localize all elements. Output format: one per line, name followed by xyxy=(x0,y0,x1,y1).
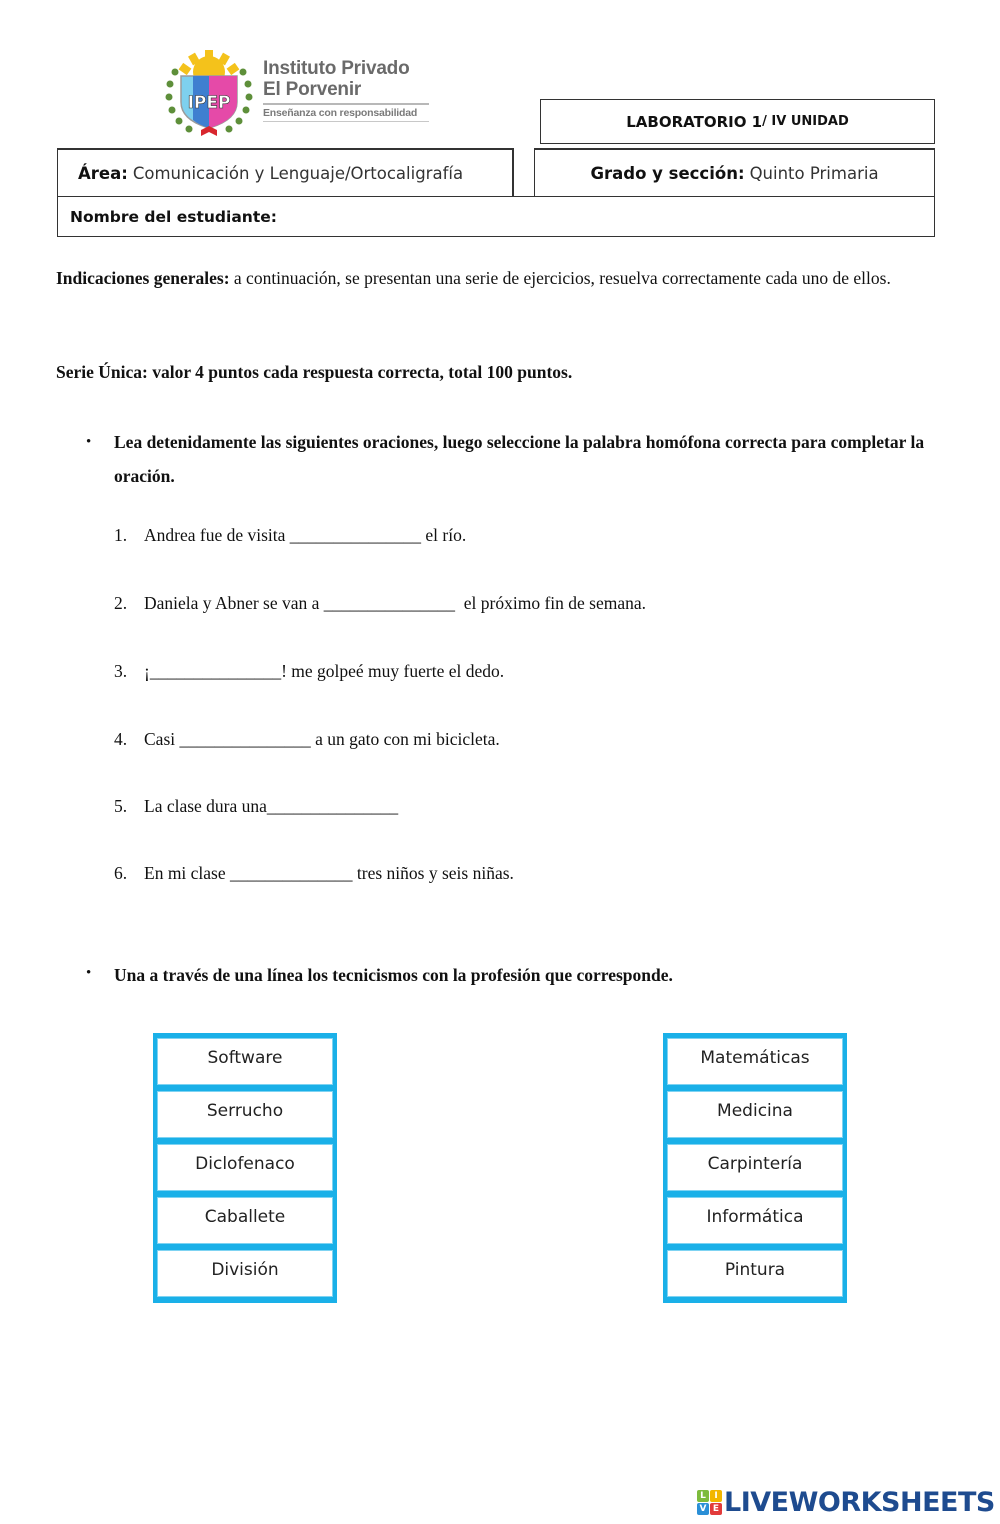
svg-text:IPEP: IPEP xyxy=(187,93,231,113)
question-2[interactable] xyxy=(114,593,646,614)
student-name-label: Nombre del estudiante: xyxy=(70,207,277,226)
question-text: Andrea fue de visita _______________ el río. xyxy=(144,525,467,545)
term-item[interactable]: Software xyxy=(157,1038,333,1085)
live-block-e: E xyxy=(710,1503,722,1515)
grado-label: Grado y sección: xyxy=(590,163,745,183)
question-1[interactable] xyxy=(114,525,466,546)
live-block-l: L xyxy=(697,1490,709,1502)
question-number: 1. xyxy=(114,525,128,545)
question-text: ¡_______________! me golpeé muy fuerte el dedo. xyxy=(144,661,505,681)
term-item[interactable]: Serrucho xyxy=(157,1091,333,1138)
school-name-line2: El Porvenir xyxy=(263,79,362,100)
question-6[interactable] xyxy=(114,863,514,884)
liveworksheets-logo[interactable] xyxy=(697,1487,995,1518)
logo-divider-bottom xyxy=(263,121,429,122)
term-item[interactable]: Caballete xyxy=(157,1197,333,1244)
live-block-v: V xyxy=(697,1503,709,1515)
live-block-i: I xyxy=(710,1490,722,1502)
question-5[interactable] xyxy=(114,796,398,817)
bullet-icon: • xyxy=(86,965,92,981)
school-logo xyxy=(163,50,433,140)
lab-title: LABORATORIO 1 xyxy=(626,112,763,131)
section2-instruction xyxy=(56,965,926,986)
area-label: Área: xyxy=(78,163,128,183)
term-item[interactable]: División xyxy=(157,1250,333,1297)
area-box xyxy=(57,148,514,197)
school-tagline: Enseñanza con responsabilidad xyxy=(263,107,418,119)
profession-item[interactable]: Carpintería xyxy=(667,1144,843,1191)
question-number: 3. xyxy=(114,661,128,681)
technical-terms-table xyxy=(153,1033,337,1303)
question-4[interactable] xyxy=(114,729,500,750)
student-name-field[interactable] xyxy=(57,196,935,237)
profession-item[interactable]: Informática xyxy=(667,1197,843,1244)
area-value: Comunicación y Lenguaje/Ortocaligrafía xyxy=(132,163,464,183)
question-text: Daniela y Abner se van a _______________ el próximo fin de semana. xyxy=(144,593,647,613)
question-text: Casi _______________ a un gato con mi bicicleta. xyxy=(144,729,500,749)
question-text: En mi clase ______________ tres niños y seis niñas. xyxy=(144,863,514,883)
question-number: 2. xyxy=(114,593,128,613)
grado-box xyxy=(534,148,935,197)
series-heading: Serie Única: valor 4 puntos cada respuesta correcta, total 100 puntos. xyxy=(56,362,573,382)
term-item[interactable]: Diclofenaco xyxy=(157,1144,333,1191)
question-text: La clase dura una_______________ xyxy=(144,796,399,816)
profession-item[interactable]: Pintura xyxy=(667,1250,843,1297)
question-3[interactable] xyxy=(114,661,504,682)
lab-title-box xyxy=(540,99,935,144)
brand-name: LIVEWORKSHEETS xyxy=(724,1487,995,1518)
lab-unit: / IV UNIDAD xyxy=(762,114,849,129)
profession-item[interactable]: Medicina xyxy=(667,1091,843,1138)
bullet-icon: • xyxy=(86,434,92,450)
school-crest-icon xyxy=(163,50,255,136)
general-instructions xyxy=(56,256,956,301)
professions-table xyxy=(663,1033,847,1303)
instructions-label: Indicaciones generales: xyxy=(56,268,230,288)
question-number: 5. xyxy=(114,796,128,816)
school-name-line1: Instituto Privado xyxy=(263,58,410,79)
instructions-text: a continuación, se presentan una serie de ejercicios, resuelva correctamente cada uno de ellos. xyxy=(229,268,891,288)
section1-instruction-text: Lea detenidamente las siguientes oraciones, luego seleccione la palabra homófona correcta para completar la oración. xyxy=(114,432,925,486)
question-number: 6. xyxy=(114,863,128,883)
logo-divider xyxy=(263,103,429,105)
grado-value: Quinto Primaria xyxy=(749,163,879,183)
question-number: 4. xyxy=(114,729,128,749)
profession-item[interactable]: Matemáticas xyxy=(667,1038,843,1085)
live-blocks-icon xyxy=(697,1490,722,1515)
section2-instruction-text: Una a través de una línea los tecnicismos con la profesión que corresponde. xyxy=(114,965,673,985)
section1-instruction xyxy=(56,425,926,493)
